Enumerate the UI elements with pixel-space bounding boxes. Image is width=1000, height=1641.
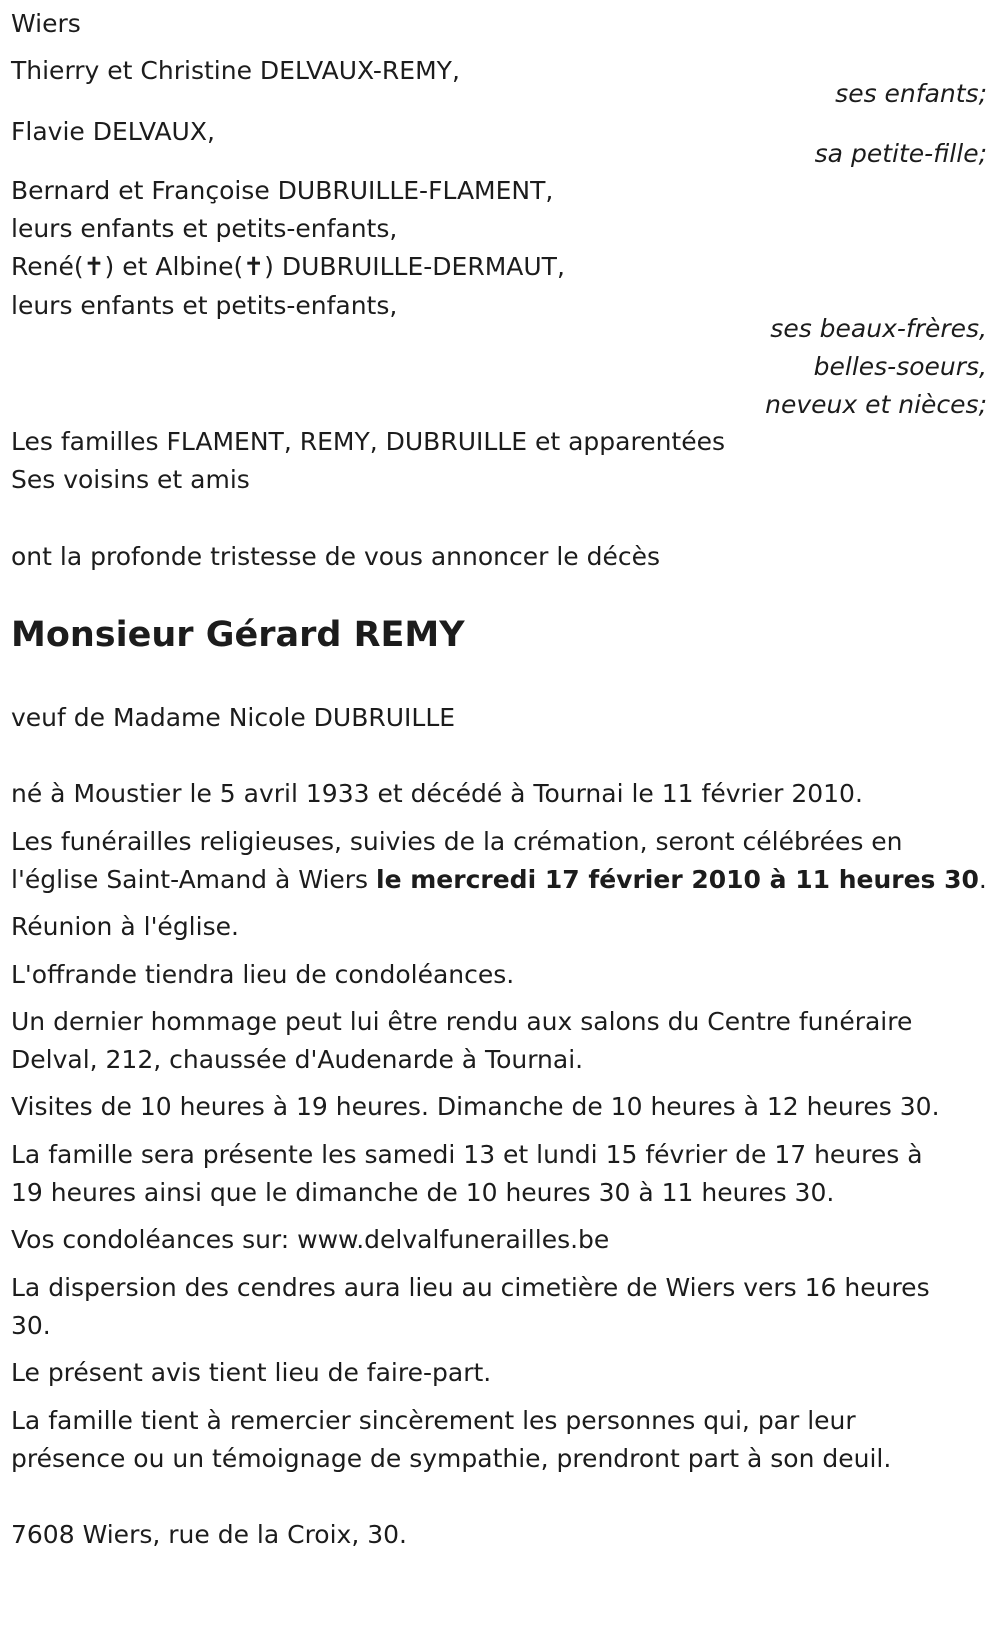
funeral-date-time: le mercredi 17 février 2010 à 11 heures 30 <box>376 865 979 894</box>
notice-line: Le présent avis tient lieu de faire-part. <box>11 1358 492 1387</box>
inlaws-role-2: belles-soeurs, <box>813 352 987 381</box>
presence-line-2: 19 heures ainsi que le dimanche de 10 heures 30 à 11 heures 30. <box>11 1178 835 1207</box>
neighbours-line: Ses voisins et amis <box>11 465 250 494</box>
offering-line: L'offrande tiendra lieu de condoléances. <box>11 960 515 989</box>
inlaws-line-2: leurs enfants et petits-enfants, <box>11 214 398 243</box>
thanks-line-1: La famille tient à remercier sincèrement les personnes qui, par leur <box>11 1406 856 1435</box>
families-line: Les familles FLAMENT, REMY, DUBRUILLE et apparentées <box>11 427 726 456</box>
ashes-line-2: 30. <box>11 1311 51 1340</box>
thanks-line-2: présence ou un témoignage de sympathie, prendront part à son deuil. <box>11 1444 892 1473</box>
funeral-line-2-end: . <box>978 865 987 894</box>
granddaughter-name: Flavie DELVAUX, <box>11 117 215 146</box>
children-names: Thierry et Christine DELVAUX-REMY, <box>11 56 460 85</box>
funeral-line-1: Les funérailles religieuses, suivies de la crémation, seront célébrées en <box>11 827 903 856</box>
inlaws-line-3: René(✝) et Albine(✝) DUBRUILLE-DERMAUT, <box>11 252 565 281</box>
inlaws-line-4: leurs enfants et petits-enfants, <box>11 291 398 320</box>
header-place: Wiers <box>11 9 81 38</box>
birth-death-line: né à Moustier le 5 avril 1933 et décédé à Tournai le 11 février 2010. <box>11 779 863 808</box>
tribute-line-1: Un dernier hommage peut lui être rendu aux salons du Centre funéraire <box>11 1007 913 1036</box>
inlaws-role-1: ses beaux-frères, <box>770 314 987 343</box>
inlaws-role-3: neveux et nièces; <box>765 390 987 419</box>
granddaughter-role: sa petite-fille; <box>814 139 987 168</box>
address-line: 7608 Wiers, rue de la Croix, 30. <box>11 1520 407 1549</box>
presence-line-1: La famille sera présente les samedi 13 et lundi 15 février de 17 heures à <box>11 1140 923 1169</box>
condolences-line: Vos condoléances sur: www.delvalfunerailles.be <box>11 1225 610 1254</box>
visits-line: Visites de 10 heures à 19 heures. Dimanche de 10 heures à 12 heures 30. <box>11 1092 940 1121</box>
deceased-name: Monsieur Gérard REMY <box>11 615 465 655</box>
inlaws-line-1: Bernard et Françoise DUBRUILLE-FLAMENT, <box>11 176 554 205</box>
tribute-line-2: Delval, 212, chaussée d'Audenarde à Tournai. <box>11 1045 584 1074</box>
widower-line: veuf de Madame Nicole DUBRUILLE <box>11 703 456 732</box>
ashes-line-1: La dispersion des cendres aura lieu au cimetière de Wiers vers 16 heures <box>11 1273 930 1302</box>
funeral-line-2 <box>11 865 987 895</box>
meeting-line: Réunion à l'église. <box>11 912 239 941</box>
funeral-line-2-text: l'église Saint-Amand à Wiers <box>11 865 377 894</box>
children-role: ses enfants; <box>835 79 987 108</box>
announcement-intro: ont la profonde tristesse de vous annoncer le décès <box>11 542 661 571</box>
